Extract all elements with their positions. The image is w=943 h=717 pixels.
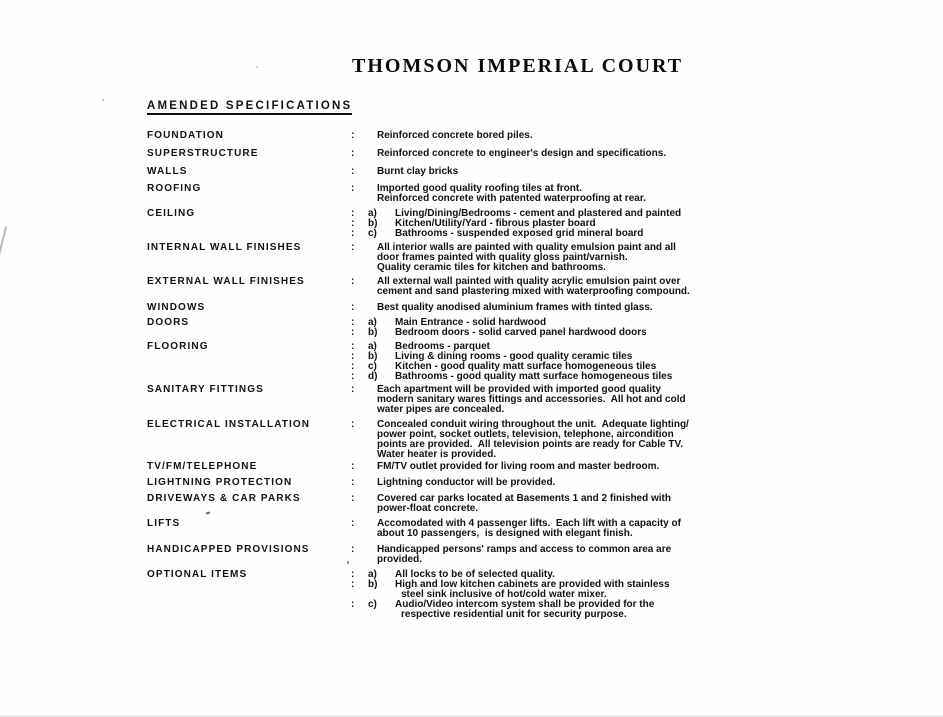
spec-text: Living/Dining/Bedrooms - cement and plastered and painted — [395, 208, 682, 219]
spec-row — [147, 303, 847, 313]
spec-row — [147, 243, 847, 273]
spec-text: power-float concrete. — [377, 503, 479, 514]
spec-colon — [351, 263, 368, 273]
spec-colon: : — [351, 148, 355, 159]
spec-colon: : — [351, 384, 355, 395]
spec-item-letter: c) — [368, 361, 377, 372]
spec-colon — [351, 287, 368, 297]
spec-colon: : — [351, 599, 355, 610]
spec-colon — [351, 440, 368, 450]
spec-text: Main Entrance - solid hardwood — [395, 317, 547, 328]
spec-text: Bathrooms - good quality matt surface homogeneous tiles — [395, 371, 673, 382]
spec-row — [147, 478, 847, 488]
spec-line — [351, 263, 847, 273]
spec-text: Accomodated with 4 passenger lifts. Each lift with a capacity of — [377, 518, 681, 529]
spec-colon: : — [351, 130, 355, 141]
spec-text: steel sink inclusive of hot/cold water mixer. — [401, 589, 607, 600]
spec-item-letter: a) — [368, 317, 377, 328]
spec-text: power point, socket outlets, television, telephone, aircondition — [377, 429, 674, 440]
spec-item-letter: b) — [368, 327, 378, 338]
spec-colon: : — [351, 518, 355, 529]
spec-description — [351, 277, 847, 297]
spec-description — [351, 318, 847, 338]
spec-row — [147, 131, 847, 141]
spec-colon: : — [351, 371, 355, 382]
spec-colon — [351, 430, 368, 440]
spec-item-letter: d) — [368, 371, 378, 382]
spec-description — [351, 420, 847, 460]
page-title: THOMSON IMPERIAL COURT — [352, 55, 684, 77]
spec-colon — [351, 253, 368, 263]
spec-colon: : — [351, 317, 355, 328]
spec-row — [147, 318, 847, 338]
spec-row — [147, 149, 847, 159]
spec-text: water pipes are concealed. — [377, 404, 505, 415]
spec-description — [351, 149, 847, 159]
spec-row — [147, 519, 847, 539]
spec-text: FM/TV outlet provided for living room and master bedroom. — [377, 461, 660, 472]
spec-label: TV/FM/TELEPHONE — [147, 461, 258, 472]
spec-colon: : — [351, 569, 355, 580]
spec-label: EXTERNAL WALL FINISHES — [147, 276, 305, 287]
spec-text: Audio/Video intercom system shall be provided for the — [395, 599, 655, 610]
spec-text: modern sanitary wares fittings and accessories. All hot and cold — [377, 394, 686, 405]
spec-text: Lightning conductor will be provided. — [377, 477, 556, 488]
spec-text: All interior walls are painted with quality emulsion paint and all — [377, 242, 676, 253]
spec-colon: : — [351, 166, 355, 177]
spec-label: FOUNDATION — [147, 130, 224, 141]
spec-line — [351, 229, 847, 239]
spec-item-letter: c) — [368, 228, 377, 239]
spec-text: Living & dining rooms - good quality ceramic tiles — [395, 351, 633, 362]
spec-colon: : — [351, 302, 355, 313]
spec-text: Bedrooms - parquet — [395, 341, 491, 352]
spec-label: DOORS — [147, 317, 190, 328]
spec-colon: : — [351, 461, 355, 472]
spec-colon: : — [351, 276, 355, 287]
spec-item-letter: c) — [368, 599, 377, 610]
spec-text: Water heater is provided. — [377, 449, 497, 460]
spec-colon — [351, 405, 368, 415]
scan-artifact-speck — [102, 99, 104, 101]
spec-label: HANDICAPPED PROVISIONS — [147, 544, 310, 555]
spec-colon: : — [351, 341, 355, 352]
spec-row — [147, 545, 847, 565]
spec-description — [351, 342, 847, 382]
spec-text: Burnt clay bricks — [377, 166, 459, 177]
spec-line — [351, 405, 847, 415]
spec-row — [147, 420, 847, 460]
spec-colon: : — [351, 493, 355, 504]
spec-text: about 10 passengers, is designed with elegant finish. — [377, 528, 633, 539]
spec-line — [351, 504, 847, 514]
spec-colon — [351, 610, 368, 620]
spec-colon — [351, 529, 368, 539]
spec-description — [351, 385, 847, 415]
spec-text: Kitchen - good quality matt surface homogeneous tiles — [395, 361, 657, 372]
spec-colon: : — [351, 477, 355, 488]
spec-label: OPTIONAL ITEMS — [147, 569, 248, 580]
spec-colon: : — [351, 218, 355, 229]
spec-text: All external wall painted with quality acrylic emulsion paint over — [377, 276, 681, 287]
spec-label: LIFTS — [147, 518, 181, 529]
spec-line — [351, 529, 847, 539]
spec-text: Imported good quality roofing tiles at front. — [377, 183, 582, 194]
spec-label: ROOFING — [147, 183, 202, 194]
spec-colon: : — [351, 544, 355, 555]
spec-text: All locks to be of selected quality. — [395, 569, 555, 580]
spec-colon — [351, 194, 368, 204]
spec-item-letter: b) — [368, 579, 378, 590]
spec-label: LIGHTNING PROTECTION — [147, 477, 293, 488]
spec-label: FLOORING — [147, 341, 209, 352]
spec-line — [351, 610, 847, 620]
spec-colon: : — [351, 351, 355, 362]
spec-colon: : — [351, 361, 355, 372]
spec-text: Best quality anodised aluminium frames with tinted glass. — [377, 302, 653, 313]
spec-row — [147, 167, 847, 177]
spec-text: Kitchen/Utility/Yard - fibrous plaster board — [395, 218, 596, 229]
spec-colon: : — [351, 419, 355, 430]
spec-row — [147, 209, 847, 239]
spec-colon: : — [351, 183, 355, 194]
spec-item-letter: b) — [368, 351, 378, 362]
spec-description — [351, 462, 847, 472]
spec-text: Each apartment will be provided with imported good quality — [377, 384, 661, 395]
spec-line — [351, 372, 847, 382]
spec-colon — [351, 555, 368, 565]
scan-artifact-speck — [347, 561, 349, 564]
spec-item-letter: a) — [368, 569, 377, 580]
spec-line — [351, 167, 847, 177]
spec-description — [351, 478, 847, 488]
spec-text: High and low kitchen cabinets are provided with stainless — [395, 579, 670, 590]
spec-text: Bathrooms - suspended exposed grid mineral board — [395, 228, 644, 239]
spec-label: SANITARY FITTINGS — [147, 384, 264, 395]
spec-label: WINDOWS — [147, 302, 206, 313]
spec-text: Concealed conduit wiring throughout the unit. Adequate lighting/ — [377, 419, 689, 430]
spec-colon: : — [351, 228, 355, 239]
spec-line — [351, 478, 847, 488]
spec-text: points are provided. All television points are ready for Cable TV. — [377, 439, 684, 450]
scan-artifact-speck — [256, 66, 258, 68]
spec-label: WALLS — [147, 166, 188, 177]
spec-description — [351, 545, 847, 565]
spec-colon — [351, 504, 368, 514]
spec-line — [351, 555, 847, 565]
spec-description — [351, 167, 847, 177]
spec-colon: : — [351, 242, 355, 253]
spec-colon — [351, 450, 368, 460]
spec-line — [351, 131, 847, 141]
spec-row — [147, 184, 847, 204]
spec-text: provided. — [377, 554, 423, 565]
spec-row — [147, 385, 847, 415]
spec-line — [351, 194, 847, 204]
spec-description — [351, 570, 847, 620]
spec-label: SUPERSTRUCTURE — [147, 148, 259, 159]
spec-row — [147, 462, 847, 472]
spec-text: Quality ceramic tiles for kitchen and bathrooms. — [377, 262, 606, 273]
spec-item-letter: a) — [368, 341, 377, 352]
spec-colon: : — [351, 579, 355, 590]
spec-text: cement and sand plastering mixed with waterproofing compound. — [377, 286, 690, 297]
section-heading: AMENDED SPECIFICATIONS — [147, 100, 352, 115]
spec-colon: : — [351, 327, 355, 338]
spec-description — [351, 494, 847, 514]
spec-description — [351, 209, 847, 239]
spec-item-letter: b) — [368, 218, 378, 229]
spec-line — [351, 462, 847, 472]
specs-list — [147, 131, 847, 620]
spec-row — [147, 570, 847, 620]
spec-text: Reinforced concrete with patented waterproofing at rear. — [377, 193, 646, 204]
spec-line — [351, 287, 847, 297]
spec-text: Bedroom doors - solid carved panel hardwood doors — [395, 327, 647, 338]
spec-item-letter: a) — [368, 208, 377, 219]
spec-text: Reinforced concrete to engineer's design and specifications. — [377, 148, 667, 159]
spec-colon — [351, 395, 368, 405]
spec-line — [351, 149, 847, 159]
spec-row — [147, 342, 847, 382]
spec-description — [351, 184, 847, 204]
spec-text: respective residential unit for security purpose. — [401, 609, 627, 620]
spec-label: CEILING — [147, 208, 196, 219]
spec-text: Covered car parks located at Basements 1 and 2 finished with — [377, 493, 671, 504]
spec-description — [351, 519, 847, 539]
spec-line — [351, 450, 847, 460]
scan-artifact-slash — [0, 226, 7, 259]
spec-row — [147, 277, 847, 297]
spec-description — [351, 303, 847, 313]
spec-colon: : — [351, 208, 355, 219]
spec-line — [351, 545, 847, 555]
spec-description — [351, 131, 847, 141]
spec-line — [351, 303, 847, 313]
spec-row — [147, 494, 847, 514]
spec-label: ELECTRICAL INSTALLATION — [147, 419, 311, 430]
spec-description — [351, 243, 847, 273]
spec-text: door frames painted with quality gloss paint/varnish. — [377, 252, 628, 263]
spec-label: DRIVEWAYS & CAR PARKS — [147, 493, 301, 504]
spec-label: INTERNAL WALL FINISHES — [147, 242, 302, 253]
spec-text: Reinforced concrete bored piles. — [377, 130, 533, 141]
spec-line — [351, 328, 847, 338]
spec-text: Handicapped persons' ramps and access to common area are — [377, 544, 672, 555]
